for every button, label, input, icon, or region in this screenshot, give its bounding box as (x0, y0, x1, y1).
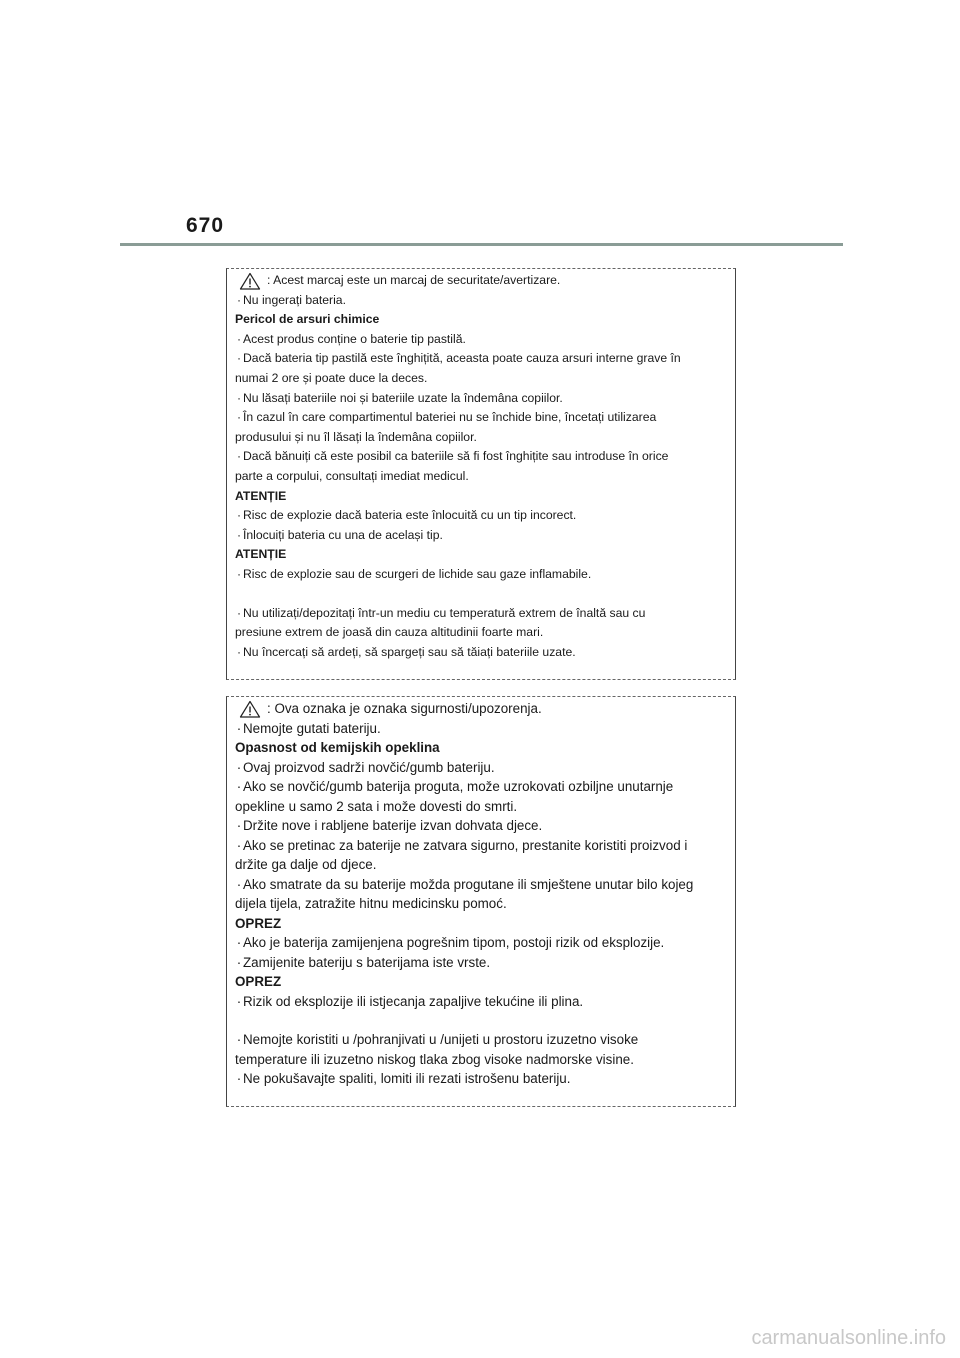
line-text: ATENȚIE (235, 547, 287, 562)
bullet-line (235, 953, 727, 973)
text-line (235, 623, 727, 643)
bullet-line (235, 992, 727, 1012)
text-line (235, 1050, 727, 1070)
section-heading (235, 310, 727, 330)
warning-box-croatian (226, 696, 736, 1107)
line-text: Nemojte gutati bateriju. (243, 720, 381, 736)
bullet-dot-icon: · (236, 1071, 242, 1086)
bullet-line (235, 506, 727, 526)
bullet-dot-icon: · (236, 292, 242, 307)
bullet-line (235, 1069, 727, 1089)
page-number: 670 (186, 214, 225, 237)
section-heading (235, 972, 727, 992)
section-heading (235, 914, 727, 934)
line-text: dijela tijela, zatražite hitnu medicinsku pomoć. (235, 896, 507, 911)
line-text: ATENȚIE (235, 488, 287, 503)
bullet-line (235, 349, 727, 369)
line-text: produsului și nu îl lăsați la îndemâna copiilor. (235, 429, 477, 444)
line-text: Dacă bănuiți că este posibil ca bateriile să fi fost înghițite sau introduse în orice (243, 449, 669, 464)
bullet-dot-icon: · (236, 837, 242, 853)
line-text: Acest produs conține o baterie tip pastilă. (243, 331, 466, 346)
bullet-dot-icon: · (236, 993, 242, 1009)
line-text: numai 2 ore și poate duce la deces. (235, 370, 428, 385)
bullet-dot-icon: · (236, 644, 242, 659)
bullet-line (235, 933, 727, 953)
bullet-line (235, 643, 727, 663)
line-text: Ako se novčić/gumb baterija proguta, može uzrokovati ozbiljne unutarnje (243, 779, 674, 794)
bullet-dot-icon: · (236, 390, 242, 405)
line-text: Înlocuiți bateria cu una de același tip. (243, 527, 443, 542)
line-text: Nemojte koristiti u /pohranjivati u /unijeti u prostoru izuzetno visoke (243, 1032, 639, 1047)
bullet-dot-icon: · (236, 818, 242, 833)
bullet-line (235, 291, 727, 311)
warning-lines-ro (235, 291, 727, 663)
bullet-line (235, 447, 727, 467)
section-heading (235, 545, 727, 565)
text-line (235, 855, 727, 875)
bullet-line (235, 565, 727, 585)
text-line (235, 894, 727, 914)
bullet-dot-icon: · (236, 779, 242, 794)
bullet-line (235, 1030, 727, 1050)
line-text: Rizik od eksplozije ili istjecanja zapaljive tekućine ili plina. (243, 993, 584, 1009)
line-text: opekline u samo 2 sata i može dovesti do smrti. (235, 798, 518, 814)
bullet-line (235, 408, 727, 428)
bullet-dot-icon: · (236, 720, 242, 736)
warning-triangle-icon (239, 700, 261, 718)
bullet-line (235, 836, 727, 856)
line-text: Ako smatrate da su baterije možda progutane ili smještene unutar bilo kojeg (243, 876, 694, 892)
warning-lines-hr (235, 719, 727, 1089)
section-heading (235, 487, 727, 507)
text-line (235, 428, 727, 448)
blank-line (235, 585, 727, 604)
bullet-dot-icon: · (236, 331, 242, 346)
bullet-dot-icon: · (236, 954, 242, 970)
text-line (235, 797, 727, 817)
bullet-dot-icon: · (236, 449, 242, 464)
line-text: Risc de explozie sau de scurgeri de lichide sau gaze inflamabile. (243, 566, 592, 581)
line-text: temperature ili izuzetno niskog tlaka zbog visoke nadmorske visine. (235, 1051, 634, 1067)
warning-triangle-icon (239, 272, 261, 290)
text-line (235, 467, 727, 487)
line-text: držite ga dalje od djece. (235, 857, 377, 872)
line-text: Zamijenite bateriju s baterijama iste vrste. (243, 954, 491, 970)
line-text: Nu încercați să ardeți, să spargeți sau să tăiați bateriile uzate. (243, 644, 576, 659)
bullet-dot-icon: · (236, 351, 242, 366)
line-text: Ne pokušavajte spaliti, lomiti ili rezati istrošenu bateriju. (243, 1071, 571, 1086)
bullet-line (235, 526, 727, 546)
bullet-line (235, 330, 727, 350)
bullet-dot-icon: · (236, 566, 242, 581)
bullet-line (235, 758, 727, 778)
warning-title-text: : Ova oznaka je oznaka sigurnosti/upozorenja. (267, 701, 542, 716)
bullet-dot-icon: · (236, 759, 242, 775)
line-text: Pericol de arsuri chimice (235, 312, 380, 327)
blank-line (235, 1011, 727, 1030)
watermark-text: carmanualsonline.info (751, 1327, 946, 1349)
line-text: presiune extrem de joasă din cauza altitudinii foarte mari. (235, 625, 544, 640)
bullet-dot-icon: · (236, 935, 242, 950)
bullet-line (235, 719, 727, 739)
bullet-line (235, 777, 727, 797)
line-text: Nu utilizați/depozitați într-un mediu cu temperatură extrem de înaltă sau cu (243, 605, 646, 620)
warning-title-text: : Acest marcaj este un marcaj de securitate/avertizare. (267, 273, 561, 287)
warning-title-line (235, 271, 727, 291)
bullet-dot-icon: · (236, 605, 242, 620)
section-heading (235, 738, 727, 758)
warning-title-line (235, 699, 727, 719)
line-text: Ovaj proizvod sadrži novčić/gumb bateriju. (243, 759, 495, 775)
line-text: Nu lăsați bateriile noi și bateriile uzate la îndemâna copiilor. (243, 390, 563, 405)
text-line (235, 369, 727, 389)
line-text: Držite nove i rabljene baterije izvan dohvata djece. (243, 818, 543, 833)
header-divider (120, 243, 843, 246)
bullet-dot-icon: · (236, 410, 242, 425)
line-text: parte a corpului, consultați imediat medicul. (235, 468, 469, 483)
bullet-line (235, 875, 727, 895)
line-text: Risc de explozie dacă bateria este înlocuită cu un tip incorect. (243, 508, 577, 523)
bullet-dot-icon: · (236, 527, 242, 542)
line-text: Opasnost od kemijskih opeklina (235, 740, 440, 755)
warning-box-romanian (226, 268, 736, 680)
line-text: Dacă bateria tip pastilă este înghițită, aceasta poate cauza arsuri interne grave în (243, 351, 681, 366)
bullet-dot-icon: · (236, 876, 242, 892)
line-text: În cazul în care compartimentul bateriei nu se închide bine, încetați utilizarea (243, 410, 657, 425)
line-text: Nu ingerați bateria. (243, 292, 346, 307)
line-text: OPREZ (235, 974, 282, 989)
line-text: Ako je baterija zamijenjena pogrešnim tipom, postoji rizik od eksplozije. (243, 935, 665, 950)
line-text: OPREZ (235, 915, 282, 931)
bullet-line (235, 604, 727, 624)
bullet-dot-icon: · (236, 508, 242, 523)
bullet-line (235, 816, 727, 836)
bullet-line (235, 389, 727, 409)
bullet-dot-icon: · (236, 1032, 242, 1047)
line-text: Ako se pretinac za baterije ne zatvara sigurno, prestanite koristiti proizvod i (243, 837, 688, 853)
